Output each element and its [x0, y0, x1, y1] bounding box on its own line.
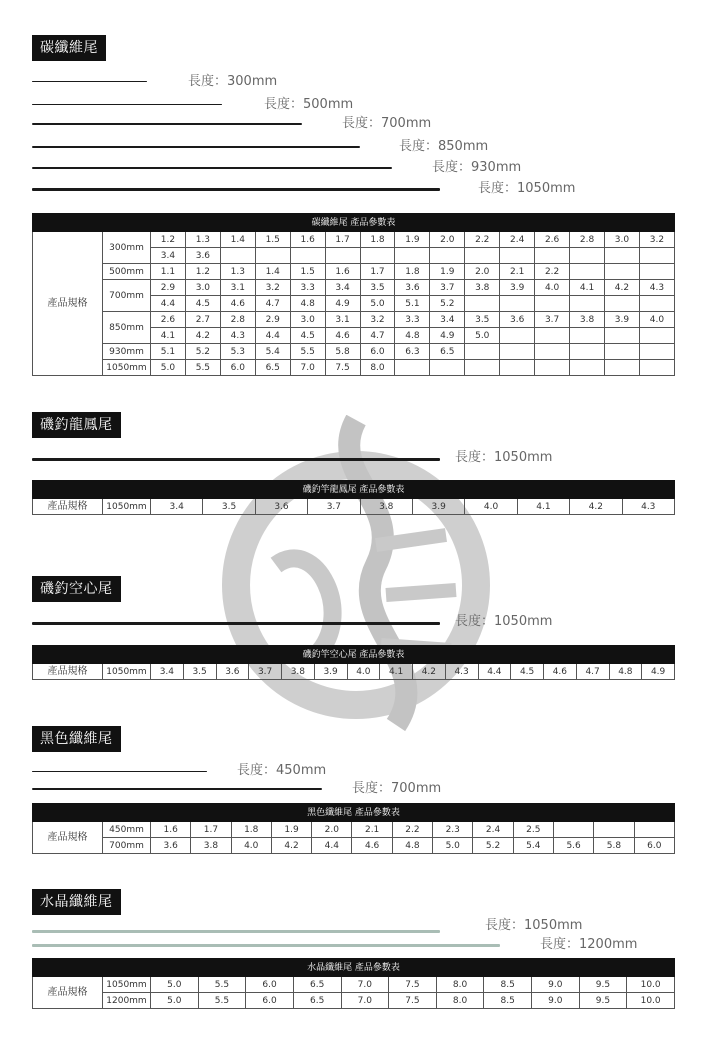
- value-cell: 2.9: [151, 280, 186, 296]
- table-row: [33, 360, 675, 376]
- value-cell: 2.6: [151, 312, 186, 328]
- value-cell: 1.1: [151, 264, 186, 280]
- value-cell: 1.3: [185, 232, 220, 248]
- value-cell: [465, 360, 500, 376]
- value-cell: 5.2: [430, 296, 465, 312]
- value-cell: 3.5: [360, 280, 395, 296]
- value-cell: 5.2: [185, 344, 220, 360]
- value-cell: 5.1: [151, 344, 186, 360]
- value-cell: 4.1: [151, 328, 186, 344]
- table-row: [33, 280, 675, 296]
- value-cell: 3.6: [395, 280, 430, 296]
- value-cell: 3.2: [360, 312, 395, 328]
- value-cell: 3.8: [465, 280, 500, 296]
- value-cell: 4.8: [609, 664, 642, 680]
- spec-category-label: 產品規格: [33, 822, 103, 854]
- value-cell: 3.8: [360, 499, 412, 515]
- length-cell: 700mm: [103, 280, 151, 312]
- value-cell: 9.5: [579, 993, 627, 1009]
- value-cell: 1.8: [360, 232, 395, 248]
- value-cell: 4.6: [325, 328, 360, 344]
- rod-line-300: [32, 81, 147, 82]
- value-cell: 6.5: [293, 977, 341, 993]
- value-cell: 6.0: [220, 360, 255, 376]
- value-cell: 4.4: [312, 838, 352, 854]
- rod-line-black-450: [32, 771, 207, 772]
- length-cell: 1200mm: [103, 993, 151, 1009]
- spec-category-label: 產品規格: [33, 664, 103, 680]
- length-label-dragon: 長度：1050mm: [455, 450, 553, 465]
- value-cell: [535, 248, 570, 264]
- section-title-dragon: 磯釣龍鳳尾: [32, 412, 121, 438]
- value-cell: 4.5: [290, 328, 325, 344]
- table-title: 磯釣竿龍鳳尾 產品參數表: [33, 481, 675, 499]
- value-cell: 6.3: [395, 344, 430, 360]
- value-cell: [594, 822, 634, 838]
- value-cell: [500, 328, 535, 344]
- length-label-850: 長度：850mm: [399, 139, 489, 154]
- value-cell: 5.4: [513, 838, 553, 854]
- value-cell: 4.0: [639, 312, 674, 328]
- value-cell: 7.0: [341, 993, 389, 1009]
- table-header-row: [33, 646, 675, 664]
- value-cell: 3.4: [151, 499, 203, 515]
- value-cell: 4.0: [231, 838, 271, 854]
- value-cell: 5.5: [290, 344, 325, 360]
- value-cell: 7.0: [290, 360, 325, 376]
- value-cell: 4.5: [185, 296, 220, 312]
- value-cell: [570, 344, 605, 360]
- value-cell: [535, 360, 570, 376]
- value-cell: 4.0: [535, 280, 570, 296]
- value-cell: 2.2: [465, 232, 500, 248]
- value-cell: 3.9: [412, 499, 464, 515]
- value-cell: 3.1: [220, 280, 255, 296]
- rod-line-500: [32, 104, 222, 105]
- value-cell: 1.6: [290, 232, 325, 248]
- value-cell: 9.5: [579, 977, 627, 993]
- value-cell: 9.0: [532, 993, 580, 1009]
- value-cell: 4.4: [255, 328, 290, 344]
- length-cell: 1050mm: [103, 499, 151, 515]
- value-cell: 5.0: [465, 328, 500, 344]
- black-fiber-spec-table: [32, 803, 675, 854]
- value-cell: 3.6: [216, 664, 249, 680]
- table-row: [33, 822, 675, 838]
- value-cell: [604, 296, 639, 312]
- value-cell: [395, 248, 430, 264]
- value-cell: 4.3: [639, 280, 674, 296]
- value-cell: [570, 248, 605, 264]
- length-label-1050: 長度：1050mm: [478, 181, 576, 196]
- table-row: [33, 344, 675, 360]
- value-cell: 2.9: [255, 312, 290, 328]
- value-cell: 6.0: [360, 344, 395, 360]
- value-cell: 5.0: [360, 296, 395, 312]
- value-cell: 7.0: [341, 977, 389, 993]
- value-cell: 5.5: [198, 993, 246, 1009]
- value-cell: 6.0: [246, 977, 294, 993]
- value-cell: 1.7: [360, 264, 395, 280]
- value-cell: 1.6: [325, 264, 360, 280]
- length-cell: 700mm: [103, 838, 151, 854]
- length-label-hollow: 長度：1050mm: [455, 614, 553, 629]
- length-cell: 300mm: [103, 232, 151, 264]
- value-cell: 3.5: [183, 664, 216, 680]
- value-cell: 1.8: [395, 264, 430, 280]
- value-cell: 4.6: [544, 664, 577, 680]
- value-cell: 3.7: [308, 499, 360, 515]
- table-title: 水晶纖維尾 產品參數表: [33, 959, 675, 977]
- value-cell: 5.0: [151, 993, 199, 1009]
- value-cell: 2.6: [535, 232, 570, 248]
- carbon-spec-table: [32, 213, 675, 376]
- value-cell: 5.5: [198, 977, 246, 993]
- rod-line-dragon-1050: [32, 458, 440, 461]
- value-cell: 4.3: [445, 664, 478, 680]
- value-cell: 2.1: [352, 822, 392, 838]
- rod-line-crystal-1200: [32, 944, 500, 947]
- value-cell: 3.9: [500, 280, 535, 296]
- value-cell: 4.3: [220, 328, 255, 344]
- value-cell: [604, 344, 639, 360]
- length-label-300: 長度：300mm: [188, 74, 278, 89]
- value-cell: 4.2: [570, 499, 622, 515]
- length-label-500: 長度：500mm: [264, 97, 354, 112]
- value-cell: 8.0: [436, 993, 484, 1009]
- value-cell: [639, 328, 674, 344]
- spec-category-label: 產品規格: [33, 499, 103, 515]
- value-cell: 4.0: [347, 664, 380, 680]
- value-cell: [639, 264, 674, 280]
- value-cell: 5.8: [325, 344, 360, 360]
- value-cell: 4.6: [220, 296, 255, 312]
- table-header-row: [33, 804, 675, 822]
- value-cell: [604, 360, 639, 376]
- value-cell: 2.1: [500, 264, 535, 280]
- length-cell: 500mm: [103, 264, 151, 280]
- value-cell: [639, 248, 674, 264]
- value-cell: 4.6: [352, 838, 392, 854]
- value-cell: 3.0: [290, 312, 325, 328]
- value-cell: [395, 360, 430, 376]
- value-cell: [290, 248, 325, 264]
- value-cell: 2.8: [570, 232, 605, 248]
- value-cell: 3.0: [185, 280, 220, 296]
- value-cell: 7.5: [325, 360, 360, 376]
- value-cell: 1.5: [290, 264, 325, 280]
- value-cell: [639, 296, 674, 312]
- value-cell: [220, 248, 255, 264]
- value-cell: 6.5: [255, 360, 290, 376]
- value-cell: 1.2: [151, 232, 186, 248]
- length-cell: 450mm: [103, 822, 151, 838]
- value-cell: 4.1: [517, 499, 569, 515]
- value-cell: 4.2: [604, 280, 639, 296]
- value-cell: [535, 328, 570, 344]
- value-cell: 1.7: [325, 232, 360, 248]
- value-cell: [634, 822, 674, 838]
- value-cell: 5.8: [594, 838, 634, 854]
- table-row: [33, 664, 675, 680]
- section-title-hollow: 磯釣空心尾: [32, 576, 121, 602]
- crystal-fiber-spec-table: [32, 958, 675, 1009]
- value-cell: 5.0: [433, 838, 473, 854]
- value-cell: 4.8: [392, 838, 432, 854]
- value-cell: 1.3: [220, 264, 255, 280]
- value-cell: 4.2: [271, 838, 311, 854]
- table-header-row: [33, 959, 675, 977]
- value-cell: [500, 296, 535, 312]
- value-cell: [604, 264, 639, 280]
- table-header-row: [33, 481, 675, 499]
- value-cell: 4.7: [255, 296, 290, 312]
- value-cell: 4.1: [570, 280, 605, 296]
- value-cell: 5.0: [151, 360, 186, 376]
- value-cell: 3.4: [430, 312, 465, 328]
- value-cell: 3.4: [151, 664, 184, 680]
- value-cell: 3.4: [325, 280, 360, 296]
- value-cell: 3.6: [151, 838, 191, 854]
- value-cell: 2.8: [220, 312, 255, 328]
- table-header-row: [33, 214, 675, 232]
- value-cell: 3.9: [604, 312, 639, 328]
- table-title: 黑色纖維尾 產品參數表: [33, 804, 675, 822]
- value-cell: [535, 296, 570, 312]
- length-cell: 1050mm: [103, 360, 151, 376]
- value-cell: 7.5: [389, 993, 437, 1009]
- length-cell: 850mm: [103, 312, 151, 344]
- value-cell: 6.0: [634, 838, 674, 854]
- value-cell: 1.9: [395, 232, 430, 248]
- value-cell: [570, 296, 605, 312]
- value-cell: 4.2: [413, 664, 446, 680]
- rod-line-hollow-1050: [32, 622, 440, 625]
- value-cell: 4.9: [430, 328, 465, 344]
- value-cell: 4.8: [395, 328, 430, 344]
- length-cell: 1050mm: [103, 977, 151, 993]
- value-cell: [255, 248, 290, 264]
- value-cell: [430, 248, 465, 264]
- value-cell: 2.2: [392, 822, 432, 838]
- value-cell: 3.4: [151, 248, 186, 264]
- table-row: [33, 264, 675, 280]
- value-cell: 8.5: [484, 993, 532, 1009]
- value-cell: 2.0: [430, 232, 465, 248]
- value-cell: 5.5: [185, 360, 220, 376]
- section-title-crystal-fiber: 水晶纖維尾: [32, 889, 121, 915]
- value-cell: [604, 248, 639, 264]
- value-cell: 5.6: [553, 838, 593, 854]
- value-cell: 3.6: [185, 248, 220, 264]
- value-cell: [570, 328, 605, 344]
- table-title: 碳纖維尾 產品參數表: [33, 214, 675, 232]
- value-cell: 8.5: [484, 977, 532, 993]
- table-row: [33, 232, 675, 248]
- value-cell: 10.0: [627, 977, 675, 993]
- rod-line-crystal-1050: [32, 930, 440, 933]
- value-cell: 1.7: [191, 822, 231, 838]
- value-cell: 1.5: [255, 232, 290, 248]
- value-cell: 4.7: [576, 664, 609, 680]
- value-cell: [360, 248, 395, 264]
- value-cell: 4.4: [478, 664, 511, 680]
- value-cell: 4.4: [151, 296, 186, 312]
- table-row: [33, 993, 675, 1009]
- value-cell: 3.8: [282, 664, 315, 680]
- value-cell: 3.6: [500, 312, 535, 328]
- value-cell: 3.6: [255, 499, 307, 515]
- value-cell: 2.0: [312, 822, 352, 838]
- table-row: [33, 977, 675, 993]
- value-cell: 3.1: [325, 312, 360, 328]
- value-cell: 5.3: [220, 344, 255, 360]
- value-cell: [500, 360, 535, 376]
- value-cell: 5.0: [151, 977, 199, 993]
- value-cell: [500, 248, 535, 264]
- value-cell: 4.3: [622, 499, 674, 515]
- value-cell: 2.2: [535, 264, 570, 280]
- table-row: [33, 499, 675, 515]
- value-cell: [570, 264, 605, 280]
- value-cell: 3.5: [465, 312, 500, 328]
- value-cell: 3.5: [203, 499, 255, 515]
- value-cell: 5.4: [255, 344, 290, 360]
- value-cell: 1.9: [430, 264, 465, 280]
- value-cell: [535, 344, 570, 360]
- rod-line-700: [32, 123, 302, 125]
- length-label-crystal-1050: 長度：1050mm: [485, 918, 583, 933]
- value-cell: 10.0: [627, 993, 675, 1009]
- value-cell: [465, 344, 500, 360]
- table-row: [33, 838, 675, 854]
- value-cell: 1.9: [271, 822, 311, 838]
- rod-line-850: [32, 146, 360, 148]
- value-cell: 6.0: [246, 993, 294, 1009]
- value-cell: 3.0: [604, 232, 639, 248]
- dragon-spec-table: [32, 480, 675, 515]
- value-cell: 8.0: [436, 977, 484, 993]
- hollow-spec-table: [32, 645, 675, 680]
- value-cell: 1.4: [255, 264, 290, 280]
- value-cell: 5.2: [473, 838, 513, 854]
- value-cell: [500, 344, 535, 360]
- section-title-black-fiber: 黑色纖維尾: [32, 726, 121, 752]
- value-cell: 7.5: [389, 977, 437, 993]
- value-cell: 4.0: [465, 499, 517, 515]
- value-cell: 5.1: [395, 296, 430, 312]
- value-cell: [570, 360, 605, 376]
- value-cell: 9.0: [532, 977, 580, 993]
- value-cell: 3.7: [249, 664, 282, 680]
- spec-category-label: 產品規格: [33, 232, 103, 376]
- value-cell: [639, 360, 674, 376]
- value-cell: 2.3: [433, 822, 473, 838]
- value-cell: 6.5: [293, 993, 341, 1009]
- value-cell: 1.2: [185, 264, 220, 280]
- table-title: 磯釣竿空心尾 產品參數表: [33, 646, 675, 664]
- value-cell: [604, 328, 639, 344]
- value-cell: 4.9: [642, 664, 675, 680]
- length-cell: 930mm: [103, 344, 151, 360]
- value-cell: 1.6: [151, 822, 191, 838]
- value-cell: 2.4: [500, 232, 535, 248]
- value-cell: 6.5: [430, 344, 465, 360]
- rod-line-930: [32, 167, 392, 169]
- value-cell: 4.7: [360, 328, 395, 344]
- value-cell: 3.2: [639, 232, 674, 248]
- value-cell: 4.8: [290, 296, 325, 312]
- value-cell: [325, 248, 360, 264]
- value-cell: 2.0: [465, 264, 500, 280]
- value-cell: 4.2: [185, 328, 220, 344]
- value-cell: [465, 248, 500, 264]
- length-label-700: 長度：700mm: [342, 116, 432, 131]
- value-cell: 1.8: [231, 822, 271, 838]
- value-cell: 3.8: [191, 838, 231, 854]
- table-row: [33, 312, 675, 328]
- value-cell: 3.7: [430, 280, 465, 296]
- rod-line-black-700: [32, 788, 322, 790]
- value-cell: 4.1: [380, 664, 413, 680]
- value-cell: [553, 822, 593, 838]
- spec-category-label: 產品規格: [33, 977, 103, 1009]
- value-cell: 2.5: [513, 822, 553, 838]
- value-cell: 1.4: [220, 232, 255, 248]
- value-cell: 3.3: [290, 280, 325, 296]
- value-cell: 3.9: [314, 664, 347, 680]
- value-cell: 2.4: [473, 822, 513, 838]
- value-cell: 2.7: [185, 312, 220, 328]
- value-cell: [465, 296, 500, 312]
- length-label-crystal-1200: 長度：1200mm: [540, 937, 638, 952]
- length-label-black-700: 長度：700mm: [352, 781, 442, 796]
- value-cell: 3.2: [255, 280, 290, 296]
- length-label-black-450: 長度：450mm: [237, 763, 327, 778]
- length-label-930: 長度：930mm: [432, 160, 522, 175]
- section-title-carbon: 碳纖維尾: [32, 35, 106, 61]
- value-cell: 3.8: [570, 312, 605, 328]
- rod-line-1050: [32, 188, 440, 191]
- value-cell: 4.9: [325, 296, 360, 312]
- value-cell: 3.3: [395, 312, 430, 328]
- value-cell: [430, 360, 465, 376]
- value-cell: 3.7: [535, 312, 570, 328]
- value-cell: 4.5: [511, 664, 544, 680]
- value-cell: [639, 344, 674, 360]
- value-cell: 8.0: [360, 360, 395, 376]
- length-cell: 1050mm: [103, 664, 151, 680]
